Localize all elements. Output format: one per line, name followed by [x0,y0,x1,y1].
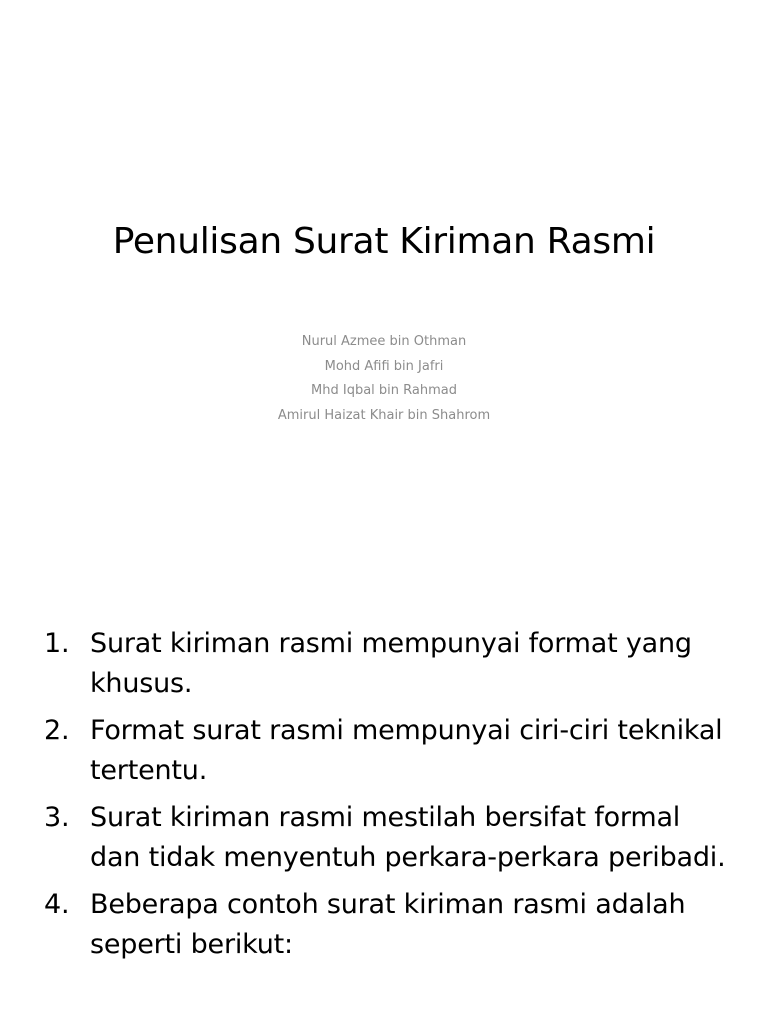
list-item [44,798,734,878]
list-item-number: 3. [44,802,70,833]
list-item [44,624,734,704]
list-item-text: Beberapa contoh surat kiriman rasmi adalah seperti berikut: [90,889,686,960]
list-item [44,885,734,965]
slide-title: Penulisan Surat Kiriman Rasmi [112,221,656,262]
list-item-text: Surat kiriman rasmi mempunyai format yang khusus. [90,628,692,699]
list-item-number: 1. [44,628,70,659]
author-name: Nurul Azmee bin Othman [301,334,467,349]
author-name: Mhd Iqbal bin Rahmad [311,383,457,398]
author-name: Mohd Afifi bin Jafri [324,358,444,374]
content-slide [0,576,768,1024]
author-name: Amirul Haizat Khair bin Shahrom [277,407,491,423]
numbered-point-list [44,624,734,972]
author-list [0,330,768,428]
list-item-text: Format surat rasmi mempunyai ciri-ciri teknikal tertentu. [90,715,723,786]
list-item [44,711,734,791]
list-item-number: 2. [44,715,70,746]
list-item-number: 4. [44,889,70,920]
list-item-text: Surat kiriman rasmi mestilah bersifat formal dan tidak menyentuh perkara-perkara peribadi. [90,802,726,873]
